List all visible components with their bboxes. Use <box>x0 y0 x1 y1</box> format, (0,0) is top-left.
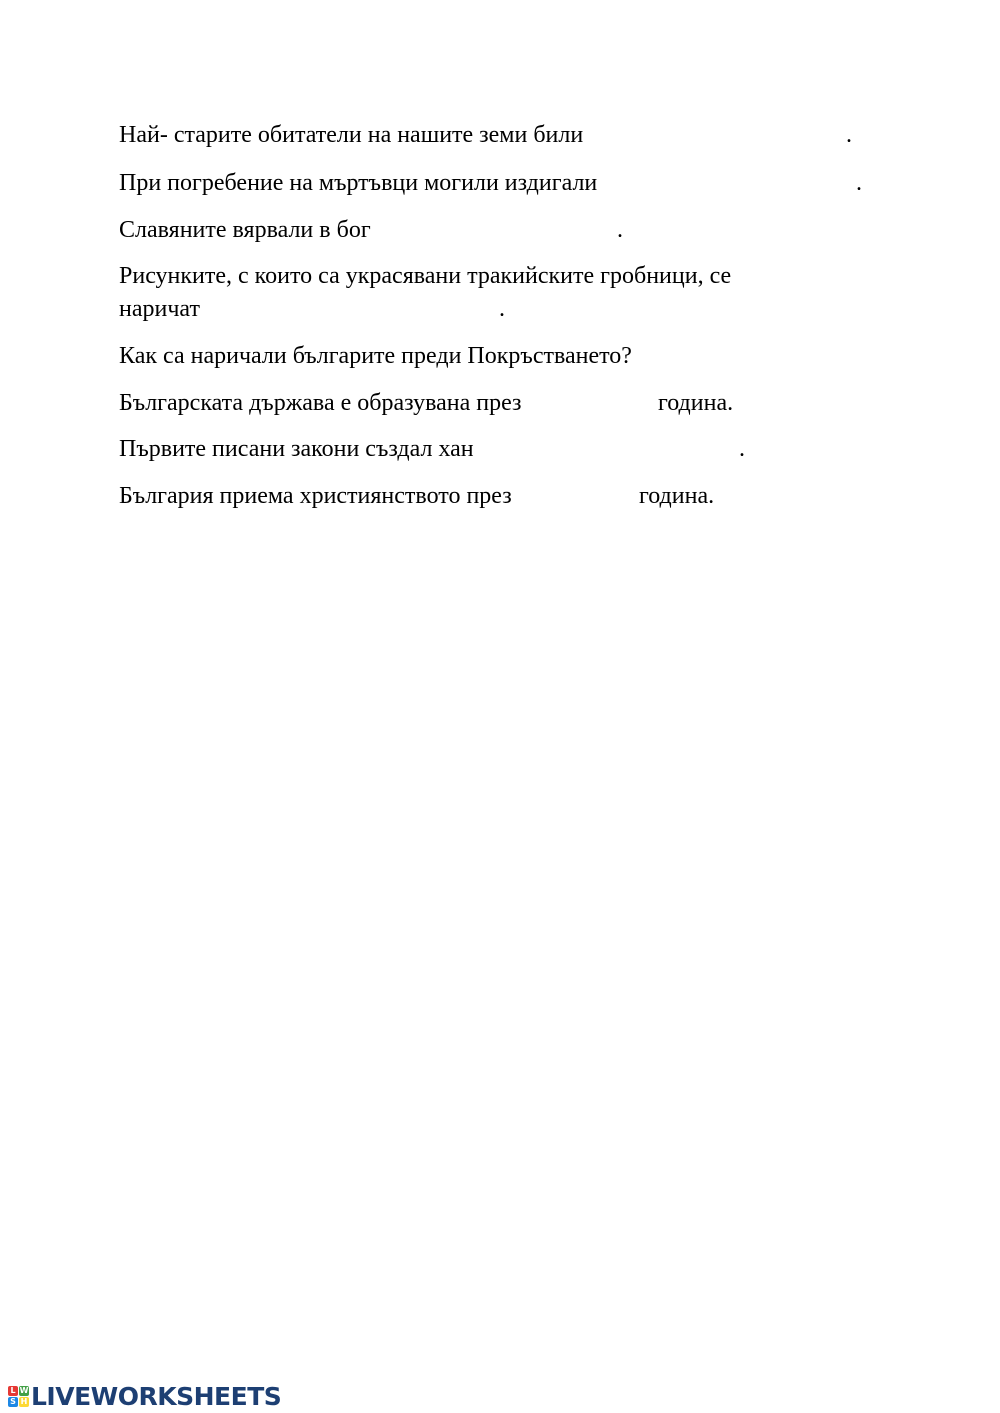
question-1-text: Най- старите обитатели на нашите земи били <box>119 122 584 148</box>
question-3-text: Славяните вярвали в бог <box>119 217 371 243</box>
answer-field-4[interactable] <box>215 295 495 323</box>
question-5-text: Как са наричали българите преди Покръстването? <box>119 343 632 369</box>
answer-field-7[interactable] <box>523 435 733 463</box>
logo-tile-2: W <box>19 1385 29 1395</box>
question-7-text: Първите писани закони създал хан <box>119 436 474 462</box>
answer-field-3[interactable] <box>408 216 613 244</box>
question-8-text: България приема християнството през <box>119 483 512 509</box>
logo-tile-3: S <box>8 1397 18 1407</box>
logo-text: LIVEWORKSHEETS <box>31 1381 282 1411</box>
answer-field-2[interactable] <box>662 169 852 197</box>
question-7-tail: . <box>739 436 745 462</box>
question-2-text: При погребение на мъртъвци могили издигали <box>119 170 598 196</box>
question-4-tail: . <box>499 296 505 322</box>
question-4-text-line2: наричат <box>119 296 200 322</box>
answer-field-6[interactable] <box>576 389 652 417</box>
question-1-tail: . <box>846 122 852 148</box>
answer-field-8[interactable] <box>564 482 634 510</box>
answer-field-1[interactable] <box>645 121 840 149</box>
liveworksheets-logo <box>8 1381 281 1411</box>
question-8-tail: година. <box>639 483 715 509</box>
question-2-tail: . <box>856 170 862 196</box>
question-3-tail: . <box>617 217 623 243</box>
question-6-tail: година. <box>658 390 734 416</box>
question-4-text: Рисунките, с които са украсявани тракийските гробници, се <box>119 263 732 289</box>
logo-icon <box>8 1386 29 1407</box>
question-6-text: Българската държава е образувана през <box>119 390 522 416</box>
logo-tile-4: H <box>20 1396 28 1406</box>
logo-tile-1: L <box>8 1386 18 1396</box>
